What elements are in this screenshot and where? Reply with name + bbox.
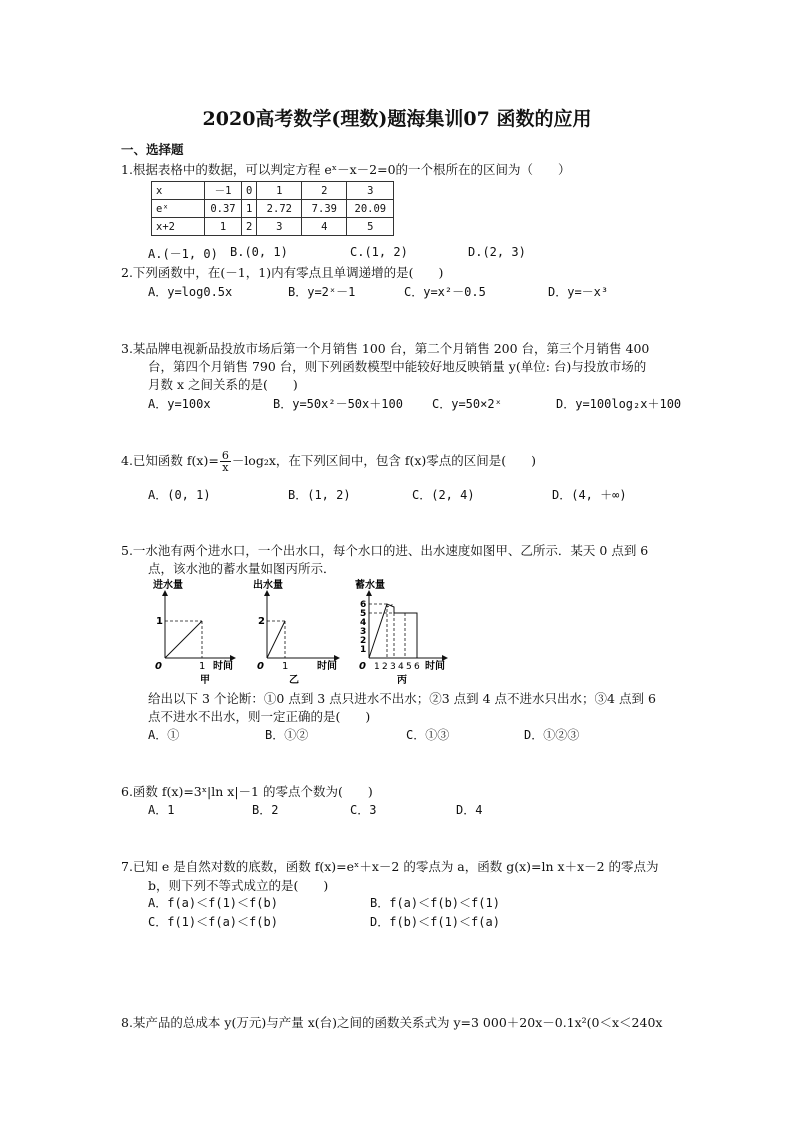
q4-option-c[interactable]: C．(2, 4) (412, 488, 475, 502)
graph-a-ylabel: 进水量 (153, 580, 183, 591)
q5-option-c[interactable]: C．①③ (406, 728, 450, 742)
q4-fraction-denominator: x (222, 461, 229, 474)
q5-option-d[interactable]: D．①②③ (524, 728, 580, 742)
graph-c-xtick: 3 (390, 662, 396, 672)
q3-option-b[interactable]: B．y=50x²－50x＋100 (273, 397, 403, 411)
q7-line-1: 7.已知 e 是自然对数的底数，函数 f(x)=eˣ＋x－2 的零点为 a，函数 g(x)=ln x＋x－2 的零点为 (121, 859, 659, 874)
graph-a-origin: 0 (155, 661, 162, 672)
q7-option-b[interactable]: B．f(a)＜f(b)＜f(1) (370, 896, 500, 910)
graph-b (253, 578, 339, 685)
table-row (152, 182, 394, 200)
q4-stem-pre: 4.已知函数 f(x)= (121, 453, 219, 468)
graph-c-ytick: 5 (360, 609, 367, 619)
q3-option-a[interactable]: A．y=100x (148, 397, 211, 411)
q3-line-1: 3.某品牌电视新品投放市场后第一个月销售 100 台，第二个月销售 200 台，第三个月销售 400 (121, 341, 650, 356)
graph-c-xtick: 5 (406, 662, 412, 672)
table-cell: 3 (257, 218, 302, 236)
q2-option-c[interactable]: C．y=x²－0.5 (404, 285, 486, 299)
graph-c-origin: 0 (359, 661, 366, 672)
table-cell: 1 (242, 200, 257, 218)
q5-option-b[interactable]: B．①② (265, 728, 309, 742)
q2-option-d[interactable]: D．y=－x³ (548, 285, 609, 299)
table-cell: 2.72 (257, 200, 302, 218)
table-cell: 3 (347, 182, 394, 200)
graph-a-ytick: 1 (156, 616, 163, 627)
q4-stem-post: －log₂x，在下列区间中，包含 f(x)零点的区间是( ) (231, 453, 537, 468)
graph-b-caption: 乙 (289, 675, 299, 685)
q5-graphs (145, 575, 455, 685)
q1-option-b[interactable]: B.(0, 1) (230, 245, 288, 259)
q5-line-2: 点，该水池的蓄水量如图丙所示． (148, 561, 336, 576)
q2-option-b[interactable]: B．y=2ˣ－1 (288, 285, 356, 299)
q7-option-d[interactable]: D．f(b)＜f(1)＜f(a) (370, 915, 500, 929)
graph-c-ytick: 1 (360, 645, 367, 655)
q1-table (151, 181, 394, 236)
graph-c-caption: 丙 (397, 675, 407, 685)
table-cell: 2 (242, 218, 257, 236)
table-cell: 5 (347, 218, 394, 236)
graph-c-ytick: 4 (360, 618, 367, 628)
page-title: 2020高考数学(理数)题海集训07 函数的应用 (202, 108, 592, 130)
graph-c-xtick: 1 (374, 662, 380, 672)
q5-line-1: 5.一水池有两个进水口，一个出水口，每个水口的进、出水速度如图甲、乙所示．某天 0 点到 6 (121, 543, 649, 558)
table-cell: 0.37 (205, 200, 242, 218)
graph-a (152, 578, 235, 685)
graph-c-xtick: 6 (414, 662, 420, 672)
table-cell: －1 (205, 182, 242, 200)
graph-c-ytick: 3 (360, 627, 367, 637)
q8-stem: 8.某产品的总成本 y(万元)与产量 x(台)之间的函数关系式为 y=3 000＋20x－0.1x²(0＜x＜240x (121, 1015, 663, 1030)
table-cell: 0 (242, 182, 257, 200)
q1-option-d[interactable]: D.(2, 3) (468, 245, 526, 259)
q4-fraction (220, 450, 231, 473)
table-cell: eˣ (152, 200, 205, 218)
graph-b-ylabel: 出水量 (253, 580, 283, 591)
graph-c (355, 578, 447, 685)
q3-line-3: 月数 x 之间关系的是( ) (148, 377, 298, 392)
q4-option-d[interactable]: D．(4, ＋∞) (552, 488, 627, 502)
q1-option-c[interactable]: C.(1, 2) (350, 245, 408, 259)
q5-line-4: 点不进水不出水，则一定正确的是( ) (148, 709, 371, 724)
graph-b-xtick: 1 (282, 661, 289, 672)
graph-c-xtick: 2 (382, 662, 388, 672)
table-cell: 2 (302, 182, 347, 200)
graph-a-xtick: 1 (199, 661, 206, 672)
graph-b-ytick: 2 (258, 616, 265, 627)
table-cell: 7.39 (302, 200, 347, 218)
graph-b-line (267, 621, 285, 658)
section-heading: 一、选择题 (121, 142, 184, 157)
q2-option-a[interactable]: A．y=log0.5x (148, 285, 233, 299)
graph-c-ytick: 2 (360, 636, 367, 646)
q2-stem: 2.下列函数中，在(－1，1)内有零点且单调递增的是( ) (121, 265, 444, 280)
graph-b-xlabel: 时间 (317, 661, 337, 672)
q1-stem: 1.根据表格中的数据，可以判定方程 eˣ－x－2=0的一个根所在的区间为（ ） (121, 162, 571, 177)
q5-line-3: 给出以下 3 个论断：①0 点到 3 点只进水不出水；②3 点到 4 点不进水只出水；③4 点到 6 (148, 691, 656, 706)
q4-option-b[interactable]: B．(1, 2) (288, 488, 351, 502)
q7-option-c[interactable]: C．f(1)＜f(a)＜f(b) (148, 915, 278, 929)
graph-a-xlabel: 时间 (213, 661, 233, 672)
table-row (152, 200, 394, 218)
q7-option-a[interactable]: A．f(a)＜f(1)＜f(b) (148, 896, 278, 910)
q3-option-c[interactable]: C．y=50×2ˣ (432, 397, 502, 411)
table-cell: 20.09 (347, 200, 394, 218)
q3-line-2: 台，第四个月销售 790 台，则下列函数模型中能较好地反映销量 y(单位: 台)与投放市场的 (148, 359, 647, 374)
q6-option-c[interactable]: C．3 (350, 803, 377, 817)
table-row (152, 218, 394, 236)
table-cell: x+2 (152, 218, 205, 236)
graph-a-caption: 甲 (200, 675, 210, 685)
q4-option-a[interactable]: A．(0, 1) (148, 488, 211, 502)
q4-stem (121, 450, 536, 473)
graph-c-ytick: 6 (360, 600, 367, 610)
table-cell: 1 (257, 182, 302, 200)
graph-c-ylabel: 蓄水量 (355, 580, 385, 591)
q6-option-d[interactable]: D．4 (456, 803, 483, 817)
q5-option-a[interactable]: A．① (148, 728, 180, 742)
graph-c-xtick: 4 (398, 662, 404, 672)
graph-c-line (369, 604, 417, 658)
table-cell: 4 (302, 218, 347, 236)
graph-a-line (165, 621, 202, 658)
table-cell: x (152, 182, 205, 200)
q6-option-a[interactable]: A．1 (148, 803, 175, 817)
graph-c-xlabel: 时间 (425, 661, 445, 672)
q3-option-d[interactable]: D．y=100log₂x＋100 (556, 397, 682, 411)
q7-line-2: b，则下列不等式成立的是( ) (148, 878, 329, 893)
graph-b-origin: 0 (257, 661, 264, 672)
table-cell: 1 (205, 218, 242, 236)
q6-stem: 6.函数 f(x)=3ˣ|ln x|－1 的零点个数为( ) (121, 784, 373, 799)
q1-option-a[interactable]: A.(－1, 0) (148, 247, 218, 261)
q4-fraction-numerator: 6 (221, 449, 229, 462)
q6-option-b[interactable]: B．2 (252, 803, 279, 817)
